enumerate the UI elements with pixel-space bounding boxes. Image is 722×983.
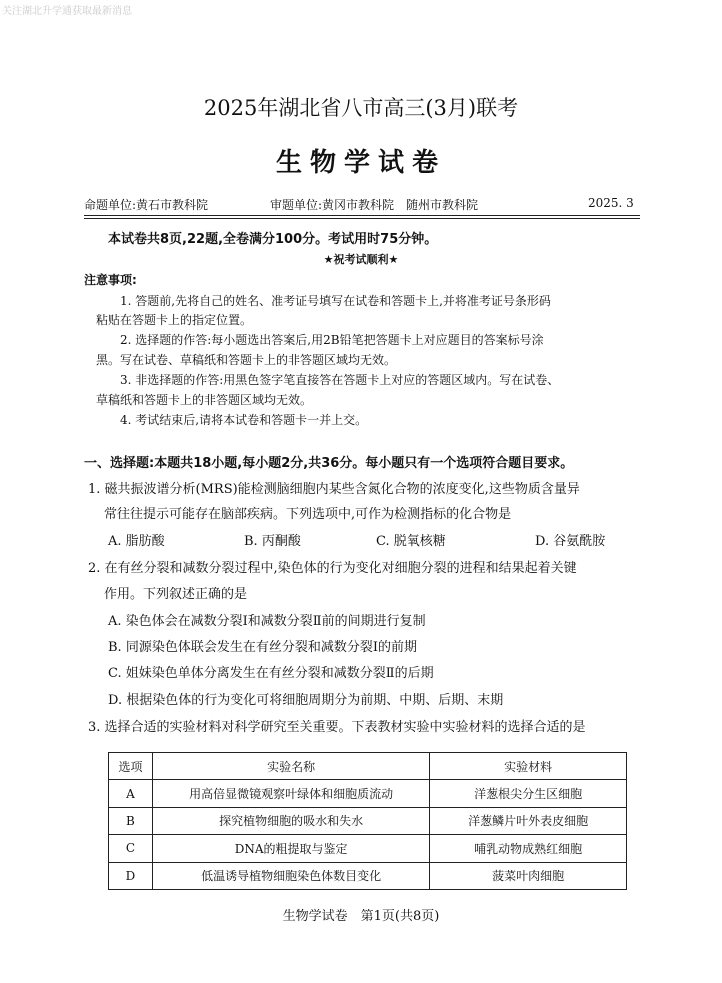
attention-line: 4. 考试结束后,请将本试卷和答题卡一并上交。 (120, 413, 368, 427)
table-row (109, 780, 627, 807)
experiment-table (108, 752, 627, 890)
subject-title: 生物学试卷 (275, 148, 446, 178)
exam-title: 2025年湖北省八市高三(3月)联考 (203, 96, 519, 120)
question-1-option-a: A. 脂肪酸 (108, 534, 165, 549)
question-2-option-c: C. 姐妹染色单体分离发生在有丝分裂和减数分裂Ⅱ的后期 (108, 666, 434, 681)
header-rule-top (84, 215, 640, 216)
table-cell: 低温诱导植物细胞染色体数目变化 (152, 862, 429, 889)
setter-unit: 命题单位:黄石市教科院 (84, 198, 209, 212)
table-cell: C (109, 835, 153, 862)
table-row (109, 807, 627, 834)
question-2-stem: 2. 在有丝分裂和减数分裂过程中,染色体的行为变化对细胞分裂的进程和结果起着关键 (88, 561, 577, 576)
table-cell: D (109, 862, 153, 889)
table-cell: A (109, 780, 153, 807)
table-cell: 用高倍显微镜观察叶绿体和细胞质流动 (152, 780, 429, 807)
attention-line: 1. 答题前,先将自己的姓名、准考证号填写在试卷和答题卡上,并将准考证号条形码 (120, 294, 551, 308)
table-cell: 哺乳动物成熟红细胞 (430, 835, 627, 862)
table-cell: DNA的粗提取与鉴定 (152, 835, 429, 862)
question-2-option-d: D. 根据染色体的行为变化可将细胞周期分为前期、中期、后期、末期 (108, 693, 504, 708)
header-rule-bottom (84, 218, 640, 219)
question-3-stem: 3. 选择合适的实验材料对科学研究至关重要。下表教材实验中实验材料的选择合适的是 (88, 720, 586, 735)
question-1-stem: 1. 磁共振波谱分析(MRS)能检测脑细胞内某些含氮化合物的浓度变化,这些物质含量异 (88, 482, 580, 497)
page-footer: 生物学试卷 第1页(共8页) (282, 909, 440, 924)
table-header-cell: 实验名称 (152, 753, 429, 780)
table-cell: 探究植物细胞的吸水和失水 (152, 807, 429, 834)
attention-line: 草稿纸和答题卡上的非答题区域均无效。 (96, 393, 313, 407)
question-1-option-d: D. 谷氨酰胺 (535, 534, 606, 549)
exam-date: 2025. 3 (588, 196, 634, 210)
watermark: 关注湖北升学通获取最新消息 (2, 6, 132, 17)
attention-line: 黑。写在试卷、草稿纸和答题卡上的非答题区域均无效。 (96, 353, 397, 367)
question-1-option-b: B. 丙酮酸 (244, 534, 301, 549)
table-cell: 洋葱鳞片叶外表皮细胞 (430, 807, 627, 834)
attention-heading: 注意事项: (84, 273, 137, 287)
question-1-option-c: C. 脱氧核糖 (376, 534, 446, 549)
table-cell: 洋葱根尖分生区细胞 (430, 780, 627, 807)
question-2-option-b: B. 同源染色体联会发生在有丝分裂和减数分裂Ⅰ的前期 (108, 640, 417, 655)
question-2-stem: 作用。下列叙述正确的是 (104, 587, 248, 602)
question-2-option-a: A. 染色体会在减数分裂Ⅰ和减数分裂Ⅱ前的间期进行复制 (108, 614, 426, 629)
table-row (109, 835, 627, 862)
table-row (109, 862, 627, 889)
table-header-cell: 选项 (109, 753, 153, 780)
table-cell: 菠菜叶肉细胞 (430, 862, 627, 889)
question-1-stem: 常往往提示可能存在脑部疾病。下列选项中,可作为检测指标的化合物是 (104, 507, 512, 522)
attention-line: 3. 非选择题的作答:用黑色签字笔直接答在答题卡上对应的答题区域内。写在试卷、 (120, 373, 560, 387)
attention-line: 粘贴在答题卡上的指定位置。 (96, 313, 253, 327)
table-cell: B (109, 807, 153, 834)
reviewer-unit: 审题单位:黄冈市教科院 随州市教科院 (270, 198, 479, 212)
section-heading: 一、选择题:本题共18小题,每小题2分,共36分。每小题只有一个选项符合题目要求。 (84, 456, 574, 471)
attention-line: 2. 选择题的作答:每小题选出答案后,用2B铅笔把答题卡上对应题目的答案标号涂 (120, 333, 544, 347)
exam-notice: 本试卷共8页,22题,全卷满分100分。考试用时75分钟。 (108, 232, 438, 247)
table-header-row (109, 753, 627, 780)
good-luck-line: ★祝考试顺利★ (323, 253, 399, 266)
table-header-cell: 实验材料 (430, 753, 627, 780)
